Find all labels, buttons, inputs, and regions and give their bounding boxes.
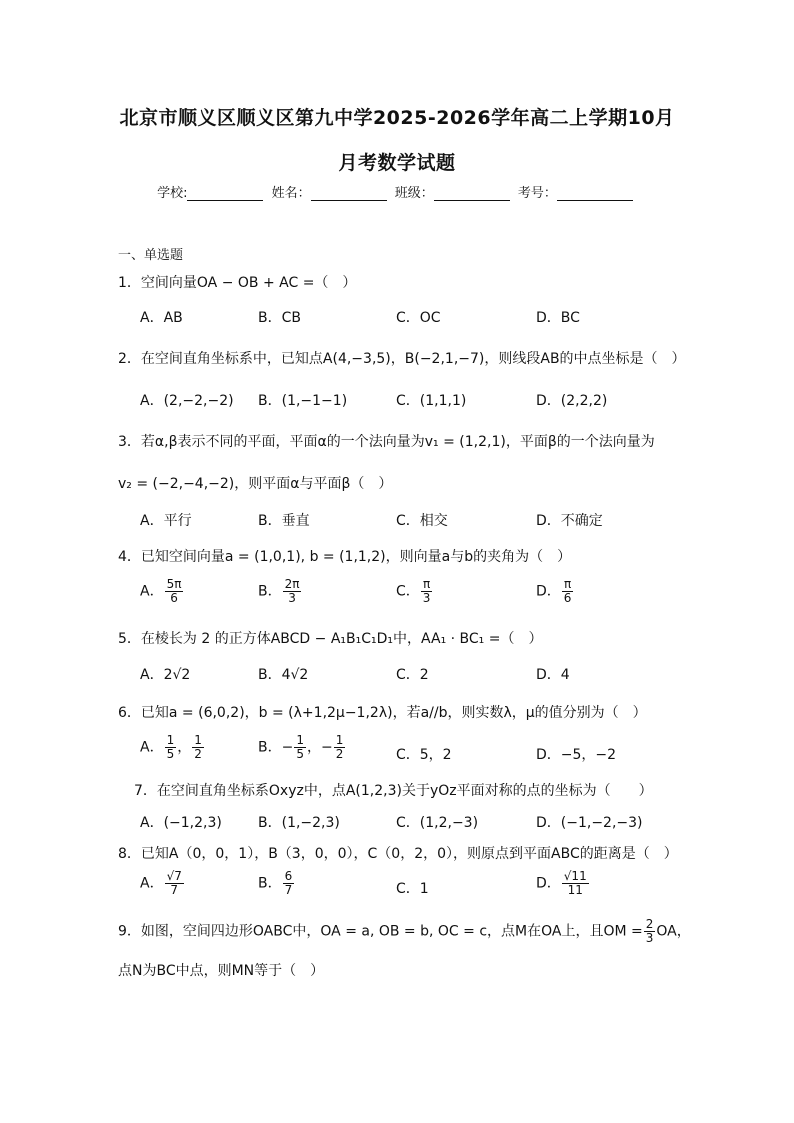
option-label: B． bbox=[258, 875, 282, 892]
question-1-stem: 1．空间向量OA − OB + AC =（ ） bbox=[118, 275, 357, 291]
fraction bbox=[283, 578, 302, 605]
question-3-option-d[interactable]: D．不确定 bbox=[536, 513, 603, 529]
option-label: A． bbox=[140, 583, 164, 600]
question-4-option-c[interactable] bbox=[396, 578, 433, 605]
page-title-line-2: 月考数学试题 bbox=[338, 152, 456, 174]
question-9-stem-part-2: OA， bbox=[656, 923, 691, 940]
page-title-line-1: 北京市顺义区顺义区第九中学2025-2026学年高二上学期10月 bbox=[119, 107, 675, 129]
fraction bbox=[165, 578, 184, 605]
question-2-option-c[interactable]: C．(1,1,1) bbox=[396, 393, 467, 409]
denominator: 5 bbox=[296, 747, 304, 762]
fraction bbox=[421, 578, 433, 605]
numerator: √11 bbox=[563, 869, 587, 883]
denominator: 7 bbox=[284, 883, 293, 898]
question-9-stem-part-1: 9．如图，空间四边形OABC中，OA = a, OB = b, OC = c，点M在OA上，且OM = bbox=[118, 923, 643, 940]
question-4-stem: 4．已知空间向量a = (1,0,1), b = (1,1,2)，则向量a与b的夹角为（ ） bbox=[118, 549, 572, 565]
question-8-option-a[interactable] bbox=[140, 870, 185, 897]
question-8-option-b[interactable] bbox=[258, 870, 295, 897]
numerator: 5π bbox=[166, 577, 182, 591]
question-2-stem: 2．在空间直角坐标系中，已知点A(4,−3,5)，B(−2,1,−7)，则线段AB的中点坐标是（ ） bbox=[118, 351, 686, 367]
question-6-option-a[interactable] bbox=[140, 734, 205, 761]
denominator: 7 bbox=[170, 883, 179, 898]
question-7-option-a[interactable]: A．(−1,2,3) bbox=[140, 815, 222, 831]
id-label: 考号： bbox=[517, 186, 557, 201]
question-5-option-c[interactable]: C．2 bbox=[396, 667, 429, 683]
question-3-option-b[interactable]: B．垂直 bbox=[258, 513, 310, 529]
denominator: 2 bbox=[194, 747, 202, 762]
question-3-option-a[interactable]: A．平行 bbox=[140, 513, 192, 529]
numerator: 2π bbox=[284, 577, 300, 591]
option-label: B． bbox=[258, 583, 282, 600]
minus-sign: − bbox=[320, 739, 333, 756]
denominator: 5 bbox=[166, 747, 175, 762]
school-label: 学校: bbox=[157, 186, 188, 201]
option-label: B． bbox=[258, 739, 282, 756]
question-7-option-b[interactable]: B．(1,−2,3) bbox=[258, 815, 340, 831]
question-3-stem-line-2: v₂ = (−2,−4,−2)，则平面α与平面β（ ） bbox=[118, 476, 393, 492]
question-4-option-b[interactable] bbox=[258, 578, 302, 605]
fraction bbox=[192, 734, 204, 761]
option-label: A． bbox=[140, 739, 164, 756]
denominator: 11 bbox=[567, 883, 583, 898]
numerator: 6 bbox=[284, 869, 293, 883]
question-9-stem-line-2: 点N为BC中点，则MN等于（ ） bbox=[118, 963, 325, 979]
question-1-option-c[interactable]: C．OC bbox=[396, 310, 441, 326]
question-1-option-b[interactable]: B．CB bbox=[258, 310, 301, 326]
denominator: 2 bbox=[335, 747, 344, 762]
denominator: 3 bbox=[422, 591, 431, 606]
fraction bbox=[294, 734, 306, 761]
question-6-option-b[interactable] bbox=[258, 734, 346, 761]
option-label: D． bbox=[536, 583, 561, 600]
option-label: C． bbox=[396, 583, 420, 600]
denominator: 6 bbox=[170, 591, 178, 606]
question-6-stem: 6．已知a = (6,0,2)，b = (λ+1,2μ−1,2λ)，若a//b，则实数λ，μ的值分别为（ ） bbox=[118, 705, 647, 721]
numerator: π bbox=[421, 578, 433, 592]
question-3-option-c[interactable]: C．相交 bbox=[396, 513, 448, 529]
numerator: π bbox=[562, 578, 574, 592]
fraction bbox=[283, 870, 295, 897]
question-2-option-b[interactable]: B．(1,−1−1) bbox=[258, 393, 348, 409]
separator: ， bbox=[306, 739, 321, 756]
numerator: √7 bbox=[166, 869, 182, 883]
question-8-option-d[interactable] bbox=[536, 870, 590, 897]
fraction bbox=[165, 734, 177, 761]
question-1-option-a[interactable]: A．AB bbox=[140, 310, 183, 326]
question-6-option-d[interactable]: D．−5，−2 bbox=[536, 747, 617, 763]
question-8-stem: 8．已知A（0，0，1），B（3，0，0），C（0，2，0），则原点到平面ABC的距离是（ ） bbox=[118, 846, 678, 862]
question-3-stem: 3．若α,β表示不同的平面，平面α的一个法向量为v₁ = (1,2,1)，平面β的一个法向量为 bbox=[118, 434, 655, 450]
question-5-option-b[interactable]: B．4√2 bbox=[258, 667, 309, 683]
question-5-option-d[interactable]: D．4 bbox=[536, 667, 570, 683]
minus-sign: − bbox=[281, 739, 294, 756]
id-blank[interactable] bbox=[557, 186, 633, 201]
question-2-option-d[interactable]: D．(2,2,2) bbox=[536, 393, 608, 409]
separator: ， bbox=[177, 739, 192, 756]
numerator: 1 bbox=[296, 733, 304, 747]
fraction bbox=[334, 734, 346, 761]
question-4-option-a[interactable] bbox=[140, 578, 184, 605]
question-9-stem bbox=[118, 918, 691, 945]
denominator: 3 bbox=[645, 931, 654, 946]
class-label: 班级： bbox=[394, 186, 434, 201]
question-1-option-d[interactable]: D．BC bbox=[536, 310, 580, 326]
question-5-option-a[interactable]: A．2√2 bbox=[140, 667, 191, 683]
numerator: 1 bbox=[335, 733, 344, 747]
denominator: 3 bbox=[288, 591, 296, 606]
fraction bbox=[644, 918, 656, 945]
fraction bbox=[562, 870, 589, 897]
name-blank[interactable] bbox=[311, 186, 387, 201]
question-8-option-c[interactable]: C．1 bbox=[396, 881, 429, 897]
question-5-stem: 5．在棱长为 2 的正方体ABCD − A₁B₁C₁D₁中，AA₁ · BC₁ =（ ） bbox=[118, 631, 543, 647]
student-info-row bbox=[0, 182, 794, 201]
option-label: A． bbox=[140, 875, 164, 892]
numerator: 1 bbox=[166, 733, 175, 747]
school-blank[interactable] bbox=[187, 186, 263, 201]
question-7-option-c[interactable]: C．(1,2,−3) bbox=[396, 815, 479, 831]
denominator: 6 bbox=[563, 591, 572, 606]
section-title: 一、单选题 bbox=[118, 248, 184, 263]
question-2-option-a[interactable]: A．(2,−2,−2) bbox=[140, 393, 234, 409]
question-7-option-d[interactable]: D．(−1,−2,−3) bbox=[536, 815, 643, 831]
option-label: D． bbox=[536, 875, 561, 892]
question-4-option-d[interactable] bbox=[536, 578, 574, 605]
class-blank[interactable] bbox=[434, 186, 510, 201]
name-label: 姓名： bbox=[271, 186, 311, 201]
question-7-stem: 7．在空间直角坐标系Oxyz中，点A(1,2,3)关于yOz平面对称的点的坐标为（ ） bbox=[134, 783, 653, 799]
numerator: 1 bbox=[194, 733, 202, 747]
fraction bbox=[562, 578, 574, 605]
fraction bbox=[165, 870, 184, 897]
numerator: 2 bbox=[645, 917, 654, 931]
question-6-option-c[interactable]: C．5，2 bbox=[396, 747, 452, 763]
